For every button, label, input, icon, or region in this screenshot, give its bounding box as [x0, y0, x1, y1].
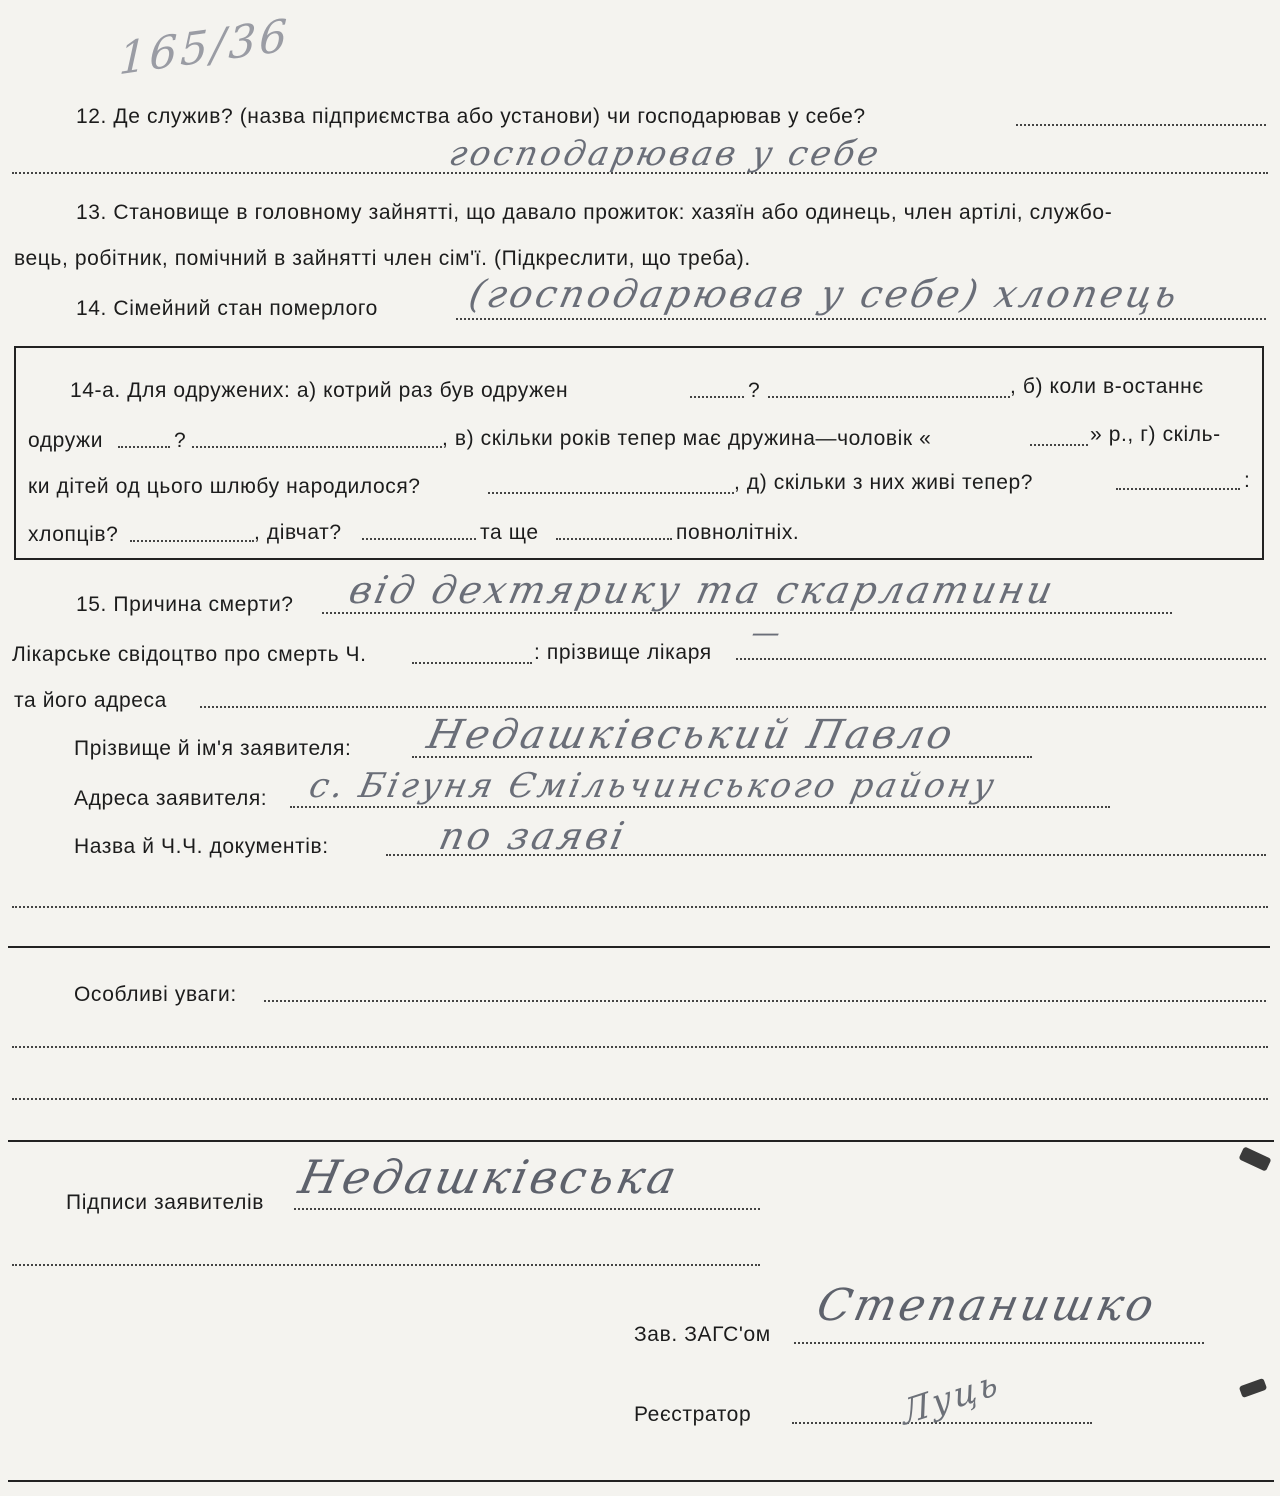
q14a-adults-line: [556, 538, 672, 540]
doctor-name-line: [736, 658, 1266, 660]
q14a-line4-text-a: хлопців?: [28, 523, 119, 546]
q14a-times-married-line-2: [768, 396, 1010, 398]
notes-line-1: [264, 1000, 1266, 1002]
q14a-line2-q: ?: [174, 429, 187, 452]
documents-label: Назва й Ч.Ч. документів:: [74, 835, 329, 858]
zags-head-signature-line: [794, 1342, 1204, 1344]
q12-dotted-line: [1016, 124, 1266, 126]
q14a-line1-text-a: 14-а. Для одружених: а) котрий раз був одружен: [70, 379, 569, 402]
applicant-name-handwriting: Недашківський Павло: [423, 712, 960, 758]
q14a-line4-text-b: , дівчат?: [254, 521, 342, 544]
q14a-boys-line: [130, 540, 254, 542]
medical-certificate-label: Лікарське свідоцтво про смерть Ч.: [12, 643, 367, 666]
doctor-address-label: та його адреса: [14, 689, 167, 712]
q14a-line4-text-c: та ще: [480, 521, 539, 544]
q15-label: 15. Причина смерти?: [76, 593, 294, 616]
q14a-last-married-line: [118, 446, 170, 448]
registrar-signature: Луць: [899, 1362, 1003, 1434]
applicants-signature-line: [294, 1208, 760, 1210]
zags-head-label: Зав. ЗАГС'ом: [634, 1323, 771, 1346]
applicant-address-label: Адреса заявителя:: [74, 787, 268, 810]
applicant-address-line: [290, 806, 1110, 808]
q14a-girls-line: [362, 538, 476, 540]
medical-certificate-number-line: [412, 662, 532, 664]
q12-answer-handwriting: господарював у себе: [445, 134, 886, 174]
section-divider-3: [8, 1480, 1274, 1482]
section-divider-2: [8, 1140, 1274, 1142]
doctor-name-handwriting: —: [748, 616, 787, 649]
documents-handwriting: по заяві: [435, 814, 631, 858]
staple-mark-top: [1238, 1146, 1271, 1171]
section-divider-1: [8, 946, 1270, 948]
staple-mark-bottom: [1239, 1378, 1268, 1398]
q14a-line1-q: ?: [748, 379, 761, 402]
q14-answer-handwriting: (господарював у себе) хлопець: [465, 272, 1184, 316]
q15-answer-handwriting: від дехтярику та скарлатини: [345, 568, 1060, 612]
q13-line1: 13. Становище в головному зайнятті, що давало прожиток: хазяїн або одинець, член артілі, службо-: [76, 201, 1113, 224]
applicant-address-handwriting: с. Бігуня Ємільчинського району: [305, 766, 1001, 806]
archive-number-mark: 165/36: [117, 9, 291, 86]
q14a-line2-text-a: одружи: [28, 429, 104, 452]
notes-line-2: [12, 1046, 1268, 1048]
q14a-line4-text-d: повнолітніх.: [676, 521, 800, 544]
q14-label: 14. Сімейний стан померлого: [76, 297, 378, 320]
applicant-name-label: Прізвище й ім'я заявителя:: [74, 737, 352, 760]
documents-extra-line: [12, 906, 1268, 908]
q14-answer-line: [456, 318, 1266, 320]
q14a-line3-text-c: :: [1244, 469, 1251, 492]
doctor-label: : прізвище лікаря: [534, 641, 712, 664]
doctor-address-line: [200, 706, 1266, 708]
applicants-signature-label: Підписи заявителів: [66, 1191, 264, 1214]
applicant-signature: Недашківська: [294, 1150, 684, 1204]
zags-head-signature: Степанишко: [812, 1280, 1162, 1331]
applicants-signature-line-2: [12, 1264, 760, 1266]
q14a-times-married-line: [690, 396, 744, 398]
registrar-label: Реєстратор: [634, 1403, 752, 1426]
registrar-signature-line: [792, 1422, 1092, 1424]
q15-answer-line: [322, 612, 1172, 614]
q14a-line3-text-b: , д) скільки з них живі тепер?: [734, 471, 1034, 494]
notes-line-3: [12, 1098, 1268, 1100]
q14a-children-alive-line: [1116, 488, 1240, 490]
q14a-children-born-line: [488, 492, 734, 494]
notes-label: Особливі уваги:: [74, 983, 237, 1006]
q14a-last-married-line-2: [192, 446, 442, 448]
q12-label: 12. Де служив? (назва підприємства або установи) чи господарював у себе?: [76, 105, 866, 128]
q14a-line2-text-c: » р., г) скіль-: [1090, 423, 1221, 446]
q14a-line1-text-b: , б) коли в-останнє: [1010, 375, 1204, 398]
q13-line2: вець, робітник, помічний в зайнятті член сім'ї. (Підкреслити, що треба).: [14, 247, 751, 270]
q14a-line2-text-b: , в) скільки років тепер має дружина—чоловік «: [442, 427, 932, 450]
q14a-line3-text-a: ки дітей од цього шлюбу народилося?: [28, 475, 421, 498]
q14a-spouse-age-line: [1030, 444, 1088, 446]
